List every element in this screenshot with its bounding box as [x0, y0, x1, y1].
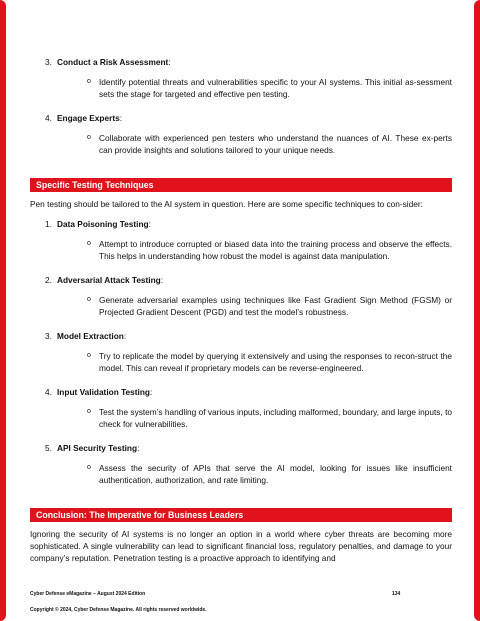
circle-bullet-icon: o: [87, 240, 91, 247]
footer-edition: Cyber Defense eMagazine – August 2024 Edition: [30, 591, 146, 597]
item-description-text: Collaborate with experienced pen testers who understand the nuances of AI. These ex-perts can provide insights and solutions tailored to your unique needs.: [99, 133, 452, 155]
page-edge-left: [0, 0, 6, 621]
item-number: 4.: [45, 387, 52, 397]
item-description: [87, 406, 452, 430]
list-item: 3. Model Extraction:: [45, 331, 127, 341]
article-body: [30, 56, 452, 564]
item-title: Data Poisoning Testing: [57, 219, 149, 229]
circle-bullet-icon: o: [87, 464, 91, 471]
item-description: [87, 76, 452, 100]
item-title: Input Validation Testing: [57, 387, 150, 397]
circle-bullet-icon: o: [87, 296, 91, 303]
page-edge-right: [474, 0, 480, 621]
circle-bullet-icon: o: [87, 78, 91, 85]
list-item: 2. Adversarial Attack Testing:: [45, 275, 164, 285]
circle-bullet-icon: o: [87, 352, 91, 359]
item-description-text: Test the system’s handling of various inputs, including malformed, boundary, and large inputs, to check for vulnerabilities.: [99, 407, 452, 429]
item-number: 5.: [45, 443, 52, 453]
list-item: 4. Input Validation Testing:: [45, 387, 153, 397]
list-item: 4. Engage Experts:: [45, 113, 123, 123]
item-title: Conduct a Risk Assessment: [57, 57, 169, 67]
item-description-text: Try to replicate the model by querying it extensively and using the responses to recon-struct the model. This can reveal if proprietary models can be reverse-engineered.: [99, 351, 452, 373]
item-description-text: Generate adversarial examples using techniques like Fast Gradient Sign Method (FGSM) or Projected Gradient Descent (PGD) and test the model’s robustness.: [99, 295, 452, 317]
item-description: [87, 238, 452, 262]
item-number: 1.: [45, 219, 52, 229]
item-number: 2.: [45, 275, 52, 285]
item-title: API Security Testing: [57, 443, 138, 453]
conclusion-paragraph: Ignoring the security of AI systems is no longer an option in a world where cyber threats are becoming more sophisticated. A single vulnerability can lead to significant financial loss, regulatory penalties, and damage to your company’s reputation. Penetration testing is a proactive approach to identifying and: [30, 529, 452, 563]
item-description-text: Attempt to introduce corrupted or biased data into the training process and observe the effects. This helps in understanding how robust the model is against data manipulation.: [99, 239, 452, 261]
item-number: 3.: [45, 331, 52, 341]
page-footer: [30, 590, 450, 614]
item-description-text: Identify potential threats and vulnerabilities specific to your AI systems. This initial as-sessment sets the stage for targeted and effective pen testing.: [99, 77, 452, 99]
item-description: [87, 294, 452, 318]
item-description: [87, 350, 452, 374]
circle-bullet-icon: o: [87, 134, 91, 141]
item-description: [87, 462, 452, 486]
list-item: 3. Conduct a Risk Assessment:: [45, 57, 171, 67]
item-number: 4.: [45, 113, 52, 123]
item-description-text: Assess the security of APIs that serve the AI model, looking for issues like insufficient authentication, authorization, and rate limiting.: [99, 463, 452, 485]
item-number: 3.: [45, 57, 52, 67]
section-heading: Specific Testing Techniques: [30, 178, 452, 192]
item-title: Adversarial Attack Testing: [57, 275, 161, 285]
circle-bullet-icon: o: [87, 408, 91, 415]
item-title: Engage Experts: [57, 113, 120, 123]
list-item: 1. Data Poisoning Testing:: [45, 219, 151, 229]
section-intro: Pen testing should be tailored to the AI system in question. Here are some specific techniques to con-sider:: [30, 199, 423, 209]
page-number: 134: [392, 591, 401, 597]
list-item: 5. API Security Testing:: [45, 443, 140, 453]
item-title: Model Extraction: [57, 331, 124, 341]
footer-copyright: Copyright © 2024, Cyber Defense Magazine. All rights reserved worldwide.: [30, 607, 207, 613]
item-description: [87, 132, 452, 156]
section-heading: Conclusion: The Imperative for Business Leaders: [30, 508, 452, 522]
